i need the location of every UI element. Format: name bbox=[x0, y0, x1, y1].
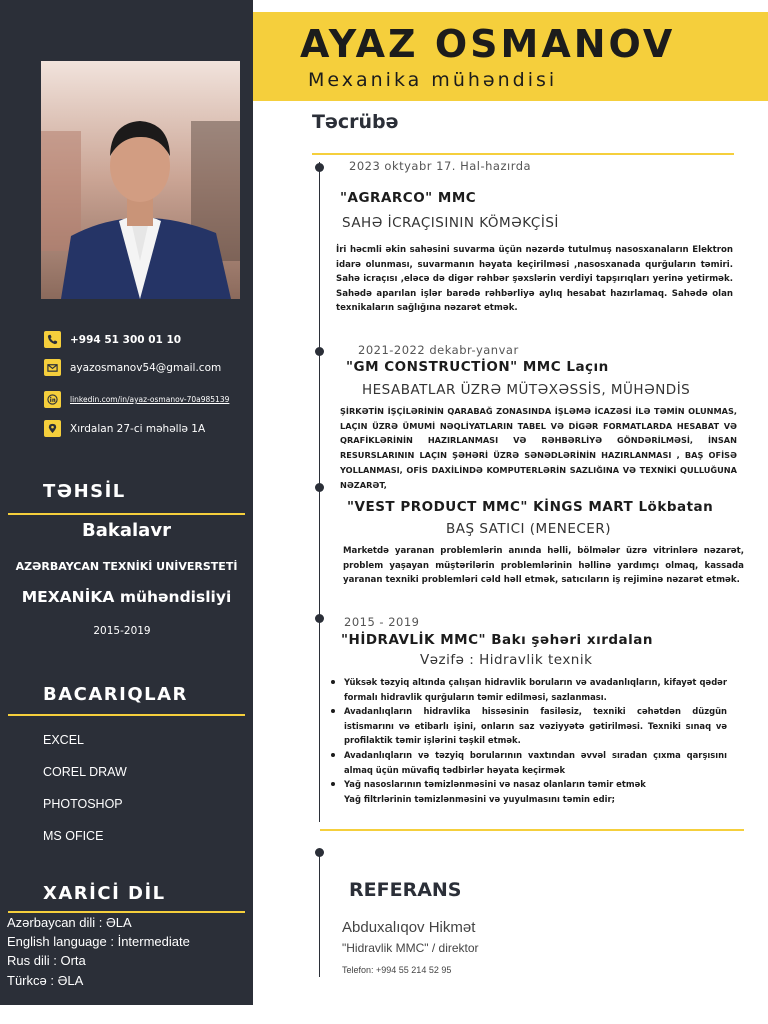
education-heading: TƏHSİL bbox=[43, 481, 126, 502]
timeline-line bbox=[319, 162, 320, 822]
job-company: "GM CONSTRUCTİON" MMC Laçın bbox=[346, 359, 609, 375]
language-item: Rus dili : Orta bbox=[7, 953, 86, 968]
job-bullet-continuation: Yağ filtrlərinin təmizlənməsini və yuyulmasını təmin edir; bbox=[344, 793, 615, 804]
location-pin-icon bbox=[44, 420, 61, 437]
job-date: 2023 oktyabr 17. Hal-hazırda bbox=[349, 159, 532, 173]
job-description: Marketdə yaranan problemlərin anında həlli, bölmələr üzrə vitrinlərə nəzarət, problem yaşayan müştərilərin problemlərinin həllinə yardımçı olmaq, kassada yaranan texniki problemləri cəld həll etmək, satıcıların iş rejiminə nəzarət etmək. bbox=[343, 546, 744, 586]
linkedin-link[interactable]: linkedin.com/in/ayaz-osmanov-70a985139 bbox=[70, 395, 230, 404]
reference-name: Abduxalıqov Hikmət bbox=[342, 919, 476, 936]
timeline-dot bbox=[315, 848, 324, 857]
skills-divider bbox=[8, 714, 245, 716]
languages-divider bbox=[8, 911, 245, 913]
sidebar bbox=[0, 0, 253, 1005]
job-role: BAŞ SATICI (MENECER) bbox=[446, 521, 611, 537]
profile-photo bbox=[41, 61, 240, 299]
skill-item: PHOTOSHOP bbox=[43, 797, 123, 811]
job-company: "VEST PRODUCT MMC" KİNGS MART Lökbatan bbox=[347, 499, 714, 515]
education-university: AZƏRBAYCAN TEXNİKİ UNİVERSTETİ bbox=[15, 560, 238, 573]
job-description: İri həcmli əkin sahəsini suvarma üçün nəzərdə tutulmuş nasosxanaların Elektron idarə olunması, suvarmanın həyata keçirilməsi ,nasosxanada qurğuların təmiri. Sahə icraçısı ,eləcə də digər rəhbər şəxslərin verdiyi tapşırıqları yerinə yetirmək. Sahədə aparılan işlər barədə rəhbərliyə aylıq hesabat hazırlamaq. Sahədə olan texnikaların sağlığına nəzarət etmək. bbox=[336, 245, 733, 314]
phone-icon bbox=[44, 331, 61, 348]
email-address[interactable]: ayazosmanov54@gmail.com bbox=[70, 361, 222, 374]
languages-heading: XARİCİ DİL bbox=[43, 883, 166, 904]
contact-phone bbox=[44, 331, 181, 348]
job-bullets bbox=[330, 675, 727, 806]
job-company: "AGRARCO" MMC bbox=[340, 190, 477, 206]
language-item: Azərbaycan dili : ƏLA bbox=[7, 915, 132, 930]
job-bullet: Yüksək təzyiq altında çalışan hidravlik boruların və avadanlıqların, kifayət qədər formalı hidravlik qurğuların təmir edilməsi, sazlanması. bbox=[330, 675, 727, 704]
reference-phone[interactable]: Telefon: +994 55 214 52 95 bbox=[342, 965, 452, 975]
job-bullet: Avadanlıqların və təzyiq borularının vaxtından əvvəl sıradan çıxma qarşısını almaq üçün müvafiq tədbirlər həyata keçirmək bbox=[330, 748, 727, 777]
skills-heading: BACARIQLAR bbox=[43, 684, 188, 705]
job-role: SAHƏ İCRAÇISININ KÖMƏKÇİSİ bbox=[342, 215, 559, 231]
person-name: AYAZ OSMANOV bbox=[300, 22, 676, 66]
experience-end-divider bbox=[320, 829, 744, 831]
skill-item: COREL DRAW bbox=[43, 765, 127, 779]
experience-divider bbox=[312, 153, 734, 155]
job-date: 2015 - 2019 bbox=[344, 615, 420, 629]
job-role: HESABATLAR ÜZRƏ MÜTƏXƏSSİS, MÜHƏNDİS bbox=[362, 382, 691, 398]
contact-email bbox=[44, 359, 221, 376]
mail-icon bbox=[44, 359, 61, 376]
job-company: "HİDRAVLİK MMC" Bakı şəhəri xırdalan bbox=[341, 632, 653, 648]
experience-heading: Təcrübə bbox=[312, 111, 399, 133]
job-bullet: Avadanlıqların hidravlika hissəsinin fasiləsiz, texniki cəhətdən düzgün istismarını və etibarlı işini, onların saz vəziyyətə gətirilməsi. Texniki sınaq və profilaktik təmir işlərini təşkil etmək. bbox=[330, 704, 727, 748]
contact-address bbox=[44, 420, 205, 437]
timeline-dot bbox=[315, 614, 324, 623]
address-text: Xırdalan 27-ci məhəllə 1A bbox=[70, 422, 206, 435]
timeline-line bbox=[319, 852, 320, 977]
education-degree: Bakalavr bbox=[82, 520, 171, 541]
phone-number[interactable]: +994 51 300 01 10 bbox=[70, 333, 182, 346]
job-title: Mexanika mühəndisi bbox=[308, 69, 558, 91]
skill-item: MS OFICE bbox=[43, 829, 104, 843]
timeline-dot bbox=[315, 347, 324, 356]
contact-linkedin bbox=[44, 391, 229, 408]
timeline-dot bbox=[315, 163, 324, 172]
linkedin-icon bbox=[44, 391, 61, 408]
language-item: English language : İntermediate bbox=[7, 934, 190, 949]
job-role: Vəzifə : Hidravlik texnik bbox=[420, 652, 593, 668]
education-field: MEXANİKA mühəndisliyi bbox=[21, 588, 232, 606]
reference-organization: "Hidravlik MMC" / direktor bbox=[342, 941, 479, 955]
education-divider bbox=[8, 513, 245, 515]
job-description: ŞİRKƏTİN İŞÇİLƏRİNİN QARABAĞ ZONASINDA İŞLƏMƏ İCAZƏSİ İLƏ TƏMİN OLUNMAS, LAÇIN ÜZRƏ ÜMUMİ NƏQLİYATLARIN TABEL VƏ DİGƏR FORMATLARDA HESABAT VƏ QRAFİKLƏRİNİN HAZIRLANMASI VƏ RƏHBƏRLİYƏ GÖNDƏRİLMƏSİ, İNSAN RESURSLARININ LAÇIN ŞƏHƏRİ ÜZRƏ SƏNƏDLƏRİNİN HAZIRLANMASI , BAŞ OFİSƏ YOLLANMASI, OFİS DAXİLİNDƏ KOMPUTERLƏRİN SAZLIĞINA VƏ TEXNİKİ QULLUĞUNA NƏZARƏT, bbox=[340, 406, 737, 490]
language-item: Türkcə : ƏLA bbox=[7, 973, 84, 988]
job-date: 2021-2022 dekabr-yanvar bbox=[358, 343, 519, 357]
timeline-dot bbox=[315, 483, 324, 492]
education-years: 2015-2019 bbox=[93, 625, 151, 637]
skill-item: EXCEL bbox=[43, 733, 84, 747]
job-bullet: Yağ nasoslarının təmizlənməsini və nasaz olanların təmir etmək bbox=[330, 777, 727, 792]
references-heading: REFERANS bbox=[349, 879, 462, 901]
name-banner bbox=[253, 12, 768, 101]
